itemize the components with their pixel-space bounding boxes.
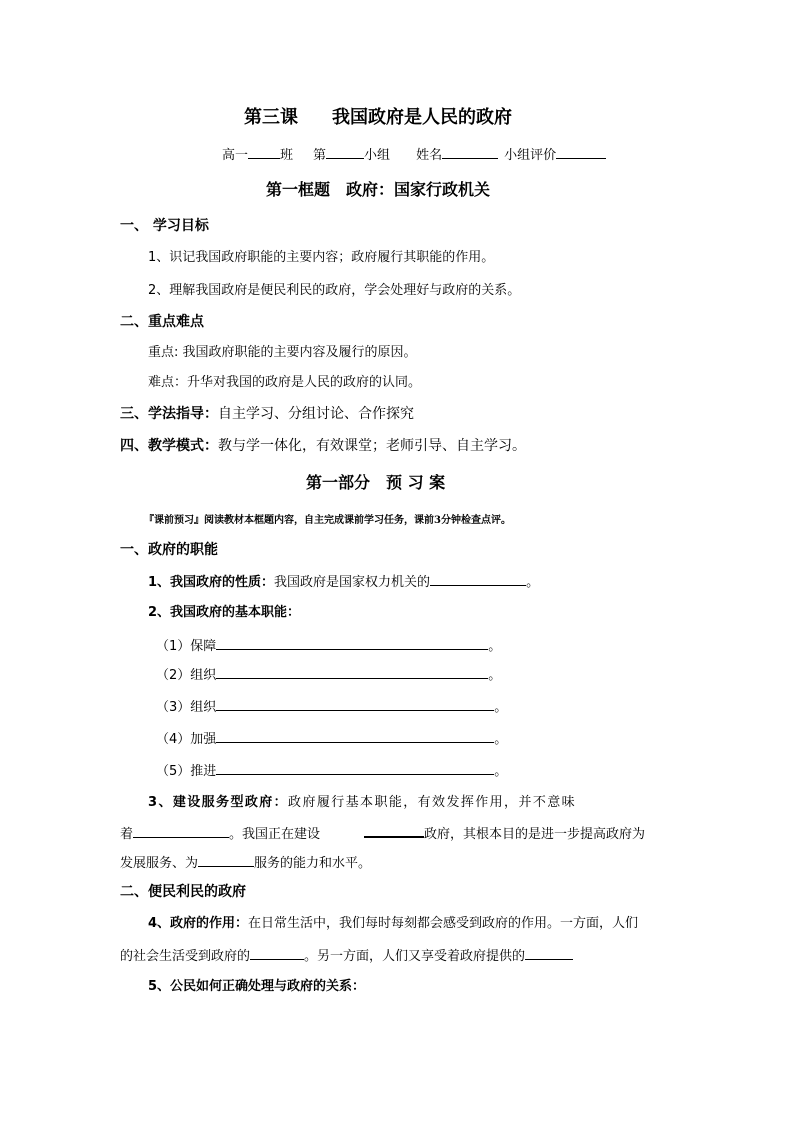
method-line <box>120 405 414 423</box>
q4-label: 4、政府的作用： <box>148 916 249 931</box>
class-blank[interactable] <box>248 145 280 159</box>
function-label-2: （2）组织 <box>156 668 217 683</box>
q3-text-1: 政府履行基本职能，有效发挥作用，并不意味 <box>288 795 577 810</box>
function-end-4: 。 <box>494 732 508 747</box>
function-blank-5[interactable] <box>216 761 494 775</box>
mode-text: 教与学一体化，有效课堂；老师引导、自主学习。 <box>218 438 526 454</box>
q3-label: 3、建设服务型政府： <box>148 795 289 810</box>
q3-text-3b: 服务的能力和水平。 <box>254 856 372 871</box>
group-blank[interactable] <box>326 145 364 159</box>
class-suffix: 班 <box>280 148 294 163</box>
function-item-1 <box>156 636 501 656</box>
question-4-line-1 <box>148 915 638 933</box>
q3-blank-1[interactable] <box>133 824 229 838</box>
function-blank-1[interactable] <box>216 636 488 650</box>
mode-line <box>120 437 526 455</box>
preview-instruction: 『课前预习』阅读教材本框题内容，自主完成课前学习任务，课前3分钟检查点评。 <box>144 515 511 526</box>
lesson-title <box>244 106 512 130</box>
function-label-3: （3）组织 <box>156 700 217 715</box>
group-eval-label: 小组评价 <box>504 148 557 163</box>
method-text: 自主学习、分组讨论、合作探究 <box>218 406 414 422</box>
q4-blank-1[interactable] <box>250 946 304 960</box>
part1-heading: 第一部分 预 习 案 <box>306 473 446 492</box>
q1-text: 我国政府是国家权力机关的 <box>274 575 431 590</box>
question-3-line-2 <box>120 823 645 844</box>
lesson-name: 我国政府是人民的政府 <box>332 107 512 128</box>
function-item-3 <box>156 697 507 717</box>
q1-blank[interactable] <box>430 572 526 586</box>
group-prefix: 第 <box>313 148 327 163</box>
function-end-2: 。 <box>488 668 502 683</box>
function-end-3: 。 <box>494 700 508 715</box>
function-blank-3[interactable] <box>216 697 494 711</box>
function-blank-2[interactable] <box>216 665 488 679</box>
function-label-1: （1）保障 <box>156 639 217 654</box>
function-end-1: 。 <box>488 639 502 654</box>
difficult-point: 难点：升华对我国的政府是人民的政府的认同。 <box>148 375 422 390</box>
mode-label: 四、教学模式： <box>120 438 218 454</box>
function-item-4 <box>156 729 507 749</box>
question-1 <box>148 572 539 592</box>
q4-text-1: 在日常生活中，我们每时每刻都会感受到政府的作用。一方面，人们 <box>248 916 639 931</box>
q3-text-2a: 着 <box>120 827 134 842</box>
goals-heading: 一、 学习目标 <box>120 218 209 234</box>
goal-item-1: 1、识记我国政府职能的主要内容；政府履行其职能的作用。 <box>148 250 495 265</box>
student-info-line <box>222 145 606 165</box>
group-eval-blank[interactable] <box>556 145 606 159</box>
q3-text-2b: 。我国正在建设 <box>229 827 321 842</box>
function-blank-4[interactable] <box>216 729 494 743</box>
lesson-number: 第三课 <box>244 107 298 128</box>
goal-item-2: 2、理解我国政府是便民利民的政府，学会处理好与政府的关系。 <box>148 283 521 298</box>
name-blank[interactable] <box>442 145 498 159</box>
q3-text-3a: 发展服务、为 <box>120 856 199 871</box>
q3-space <box>320 825 364 838</box>
question-2-label: 2、我国政府的基本职能： <box>148 605 301 620</box>
name-label: 姓名 <box>416 148 443 163</box>
question-5-label: 5、公民如何正确处理与政府的关系： <box>148 979 366 994</box>
frame-title: 第一框题 政府：国家行政机关 <box>266 180 491 199</box>
function-label-5: （5）推进 <box>156 764 217 779</box>
q3-text-2c: 政府，其根本目的是进一步提高政府为 <box>424 827 646 842</box>
q4-text-2a: 的社会生活受到政府的 <box>120 949 251 964</box>
function-item-5 <box>156 761 507 781</box>
function-item-2 <box>156 665 501 685</box>
key-points-heading: 二、重点难点 <box>120 314 204 330</box>
q1-label: 1、我国政府的性质： <box>148 575 275 590</box>
q1-end: 。 <box>526 575 540 590</box>
q3-blank-3[interactable] <box>198 853 254 867</box>
question-3-line-3 <box>120 853 371 873</box>
group-suffix: 小组 <box>364 148 391 163</box>
question-4-line-2 <box>120 946 573 966</box>
function-label-4: （4）加强 <box>156 732 217 747</box>
method-label: 三、学法指导： <box>120 406 218 422</box>
q3-blank-2[interactable] <box>364 823 424 838</box>
q4-blank-2[interactable] <box>525 946 573 960</box>
section2-heading: 二、便民利民的政府 <box>120 884 246 900</box>
question-3-line-1 <box>148 794 576 812</box>
function-end-5: 。 <box>494 764 508 779</box>
q4-text-2b: 。另一方面，人们又享受着政府提供的 <box>304 949 526 964</box>
key-point: 重点: 我国政府职能的主要内容及履行的原因。 <box>148 345 417 360</box>
class-prefix: 高一 <box>222 148 249 163</box>
section1-heading: 一、政府的职能 <box>120 542 218 558</box>
